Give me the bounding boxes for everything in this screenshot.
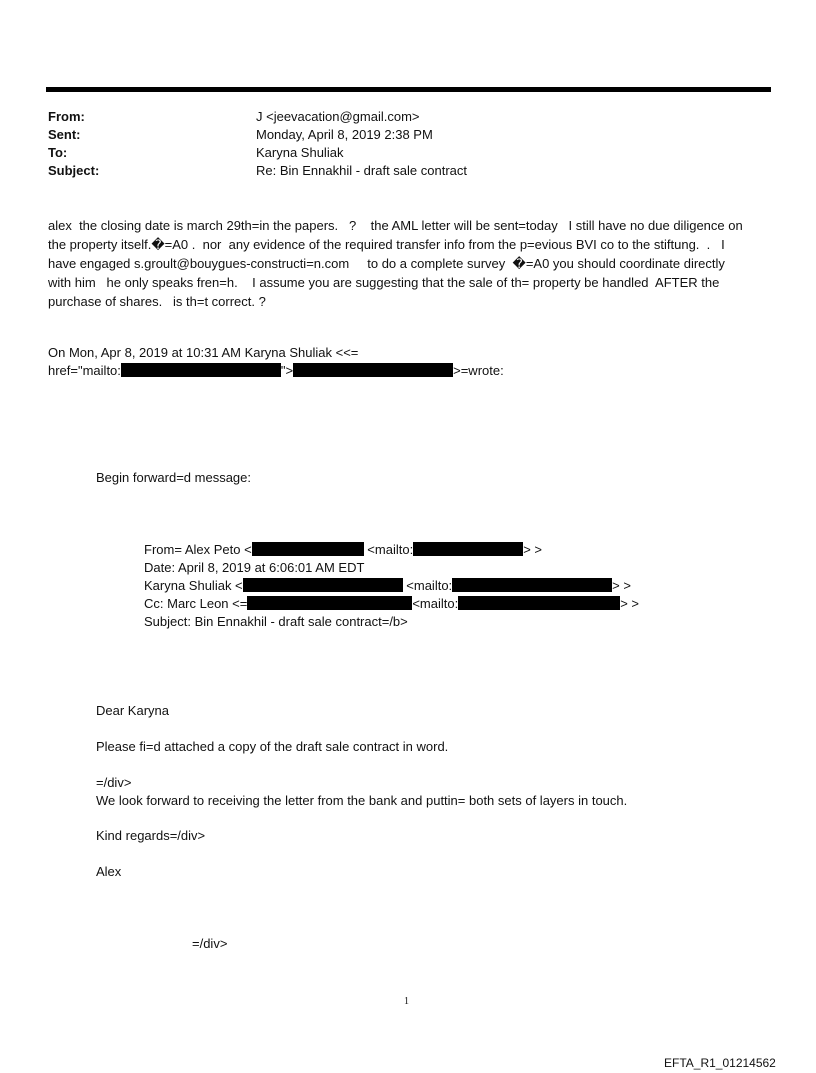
message-paragraph-2: We look forward to receiving the letter from the bank and puttin= both sets of layers in touch. <box>96 793 628 808</box>
reply-line-3: have engaged s.groult@bouygues-constructi=n.com to do a complete survey �=A0 you should coordinate directly <box>48 256 725 271</box>
fwd-from-mailto: <mailto: <box>367 542 414 557</box>
message-paragraph-1: Please fi=d attached a copy of the draft sale contract in word. <box>96 739 449 754</box>
quote-header-line-2 <box>48 361 504 380</box>
to-label: To: <box>48 145 68 160</box>
document-id: EFTA_R1_01214562 <box>664 1056 776 1070</box>
sent-value: Monday, April 8, 2019 2:38 PM <box>256 127 433 142</box>
redaction-box <box>252 542 364 556</box>
fwd-subject-line: Subject: Bin Ennakhil - draft sale contract=/b> <box>144 614 408 629</box>
to-value: Karyna Shuliak <box>256 145 344 160</box>
redaction-box <box>243 578 403 592</box>
fwd-to-text: Karyna Shuliak < <box>144 578 243 593</box>
fwd-date-line: Date: April 8, 2019 at 6:06:01 AM EDT <box>144 560 365 575</box>
fwd-to-mailto: <mailto: <box>406 578 453 593</box>
reply-line-2: the property itself.�=A0 . nor any evidence of the required transfer info from the p=evious BVI co to the stiftung. . I <box>48 237 725 252</box>
redaction-box <box>247 596 412 610</box>
div-artifact-1: =/div> <box>96 775 132 790</box>
fwd-from-line <box>144 540 542 559</box>
reply-line-4: with him he only speaks fren=h. I assume you are suggesting that the sale of th= property be handled AFTER the <box>48 275 720 290</box>
fwd-from-close: > > <box>523 542 542 557</box>
sent-label: Sent: <box>48 127 81 142</box>
from-label: From: <box>48 109 85 124</box>
fwd-to-close: > > <box>612 578 631 593</box>
subject-label: Subject: <box>48 163 100 178</box>
fwd-cc-mailto: <mailto: <box>412 596 459 611</box>
from-value: J <jeevacation@gmail.com> <box>256 109 420 124</box>
fwd-cc-close: > > <box>620 596 640 611</box>
subject-value: Re: Bin Ennakhil - draft sale contract <box>256 163 467 178</box>
redaction-box <box>458 596 620 610</box>
page-number: 1 <box>404 996 409 1007</box>
reply-line-5: purchase of shares. is th=t correct. ? <box>48 294 266 309</box>
header-rule <box>46 87 771 92</box>
redaction-box <box>452 578 612 592</box>
mailto-close: "> <box>280 363 294 378</box>
signature-name: Alex <box>96 864 122 879</box>
fwd-cc-text: Cc: Marc Leon <= <box>144 596 248 611</box>
greeting: Dear Karyna <box>96 703 169 718</box>
wrote-text: >=wrote: <box>453 363 504 378</box>
fwd-to-line <box>144 576 631 595</box>
div-artifact-2: =/div> <box>192 936 228 951</box>
redaction-box <box>121 363 281 377</box>
redaction-box <box>413 542 523 556</box>
begin-forwarded: Begin forward=d message: <box>96 470 252 485</box>
mailto-prefix: href="mailto: <box>48 363 121 378</box>
reply-line-1: alex the closing date is march 29th=in the papers. ? the AML letter will be sent=today I still have no due diligence on <box>48 218 743 233</box>
redaction-box <box>293 363 453 377</box>
quote-header-line-1: On Mon, Apr 8, 2019 at 10:31 AM Karyna Shuliak <<= <box>48 345 359 360</box>
fwd-cc-line <box>144 594 639 613</box>
fwd-from-text: From= Alex Peto < <box>144 542 252 557</box>
regards: Kind regards=/div> <box>96 828 206 843</box>
